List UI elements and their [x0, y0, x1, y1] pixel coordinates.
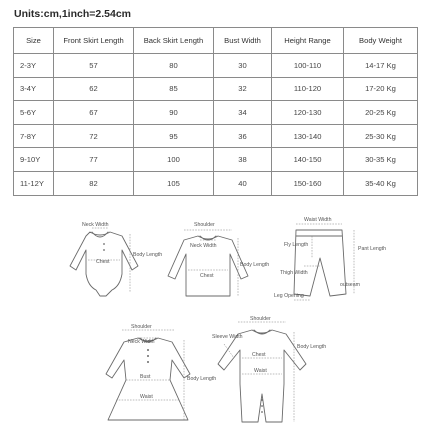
pants-drawing	[264, 214, 394, 309]
cell-size: 5-6Y	[14, 101, 54, 125]
table-row	[14, 54, 418, 78]
chest-label: Chest	[96, 259, 110, 265]
column-header-front-skirt-length: Front Skirt Length	[54, 28, 134, 54]
cell-body-weight: 14-17 Kg	[344, 54, 418, 78]
dress-drawing	[98, 320, 218, 430]
body-length-label: Body Length	[240, 262, 270, 268]
cell-size: 3-4Y	[14, 77, 54, 101]
cell-size: 11-12Y	[14, 171, 54, 195]
cell-bust-width: 36	[214, 124, 272, 148]
cell-height-range: 140-150	[272, 148, 344, 172]
column-header-height-range: Height Range	[272, 28, 344, 54]
neck-width-label: Neck Width	[128, 339, 155, 345]
size-chart-table	[13, 27, 418, 196]
cell-height-range: 120-130	[272, 101, 344, 125]
button-icon	[147, 355, 149, 357]
cell-size: 2-3Y	[14, 54, 54, 78]
sleeve-width-guide	[224, 344, 234, 358]
cell-bust-width: 34	[214, 101, 272, 125]
button-icon	[147, 361, 149, 363]
cell-front-skirt-length: 62	[54, 77, 134, 101]
pants-outline	[294, 230, 346, 296]
column-header-body-weight: Body Weight	[344, 28, 418, 54]
button-icon	[147, 349, 149, 351]
cell-back-skirt-length: 85	[134, 77, 214, 101]
cell-back-skirt-length: 105	[134, 171, 214, 195]
cell-front-skirt-length: 67	[54, 101, 134, 125]
cell-bust-width: 30	[214, 54, 272, 78]
cell-body-weight: 25-30 Kg	[344, 124, 418, 148]
cell-bust-width: 40	[214, 171, 272, 195]
snap-icon	[261, 399, 263, 401]
table-header-row	[14, 28, 418, 54]
waist-width-label: Waist Width	[304, 217, 332, 223]
table-row	[14, 171, 418, 195]
pants-diagram	[264, 214, 394, 309]
romper-drawing	[212, 314, 332, 430]
cell-front-skirt-length: 82	[54, 171, 134, 195]
table-row	[14, 101, 418, 125]
neck-width-label: Neck Width	[190, 243, 217, 249]
bodysuit-collar	[92, 232, 108, 237]
cell-height-range: 150-160	[272, 171, 344, 195]
cell-bust-width: 38	[214, 148, 272, 172]
cell-size: 9-10Y	[14, 148, 54, 172]
cell-height-range: 100-110	[272, 54, 344, 78]
table-row	[14, 77, 418, 101]
chest-label: Chest	[252, 352, 266, 358]
fly-length-label: Fly Length	[284, 242, 309, 248]
waist-label: Waist	[254, 368, 267, 374]
body-length-label: Body Length	[297, 344, 327, 350]
column-header-size: Size	[14, 28, 54, 54]
body-length-label: Body Length	[133, 252, 163, 258]
bodysuit-drawing	[60, 214, 163, 304]
cell-front-skirt-length: 77	[54, 148, 134, 172]
romper-outline	[218, 330, 306, 422]
leg-opening-label: Leg Opening	[274, 293, 304, 299]
thigh-width-label: Thigh Width	[280, 270, 308, 276]
table-row	[14, 124, 418, 148]
cell-back-skirt-length: 95	[134, 124, 214, 148]
table-row	[14, 148, 418, 172]
waist-label: Waist	[140, 394, 153, 400]
cell-front-skirt-length: 57	[54, 54, 134, 78]
shirt-diagram	[172, 214, 270, 304]
column-header-bust-width: Bust Width	[214, 28, 272, 54]
snap-icon	[261, 411, 263, 413]
cell-back-skirt-length: 90	[134, 101, 214, 125]
cell-back-skirt-length: 100	[134, 148, 214, 172]
cell-back-skirt-length: 80	[134, 54, 214, 78]
outseam-label: outseam	[340, 282, 360, 288]
dress-diagram	[98, 320, 218, 430]
cell-size: 7-8Y	[14, 124, 54, 148]
units-note: Units:cm,1inch=2.54cm	[14, 8, 132, 20]
shoulder-label: Shoulder	[250, 316, 271, 322]
button-icon	[103, 249, 105, 251]
column-header-back-skirt-length: Back Skirt Length	[134, 28, 214, 54]
neck-width-label: Neck Width	[82, 222, 109, 228]
cell-height-range: 110-120	[272, 77, 344, 101]
cell-height-range: 130-140	[272, 124, 344, 148]
cell-body-weight: 35-40 Kg	[344, 171, 418, 195]
cell-body-weight: 30-35 Kg	[344, 148, 418, 172]
body-length-label: Body Length	[187, 376, 217, 382]
cell-bust-width: 32	[214, 77, 272, 101]
sleeve-width-label: Sleeve Width	[212, 334, 243, 340]
bodysuit-diagram	[60, 214, 163, 304]
shirt-drawing	[172, 214, 270, 304]
shoulder-label: Shoulder	[194, 222, 215, 228]
pant-length-label: Pant Length	[358, 246, 386, 252]
cell-front-skirt-length: 72	[54, 124, 134, 148]
cell-body-weight: 20-25 Kg	[344, 101, 418, 125]
bust-label: Bust	[140, 374, 151, 380]
snap-icon	[261, 405, 263, 407]
cell-body-weight: 17-20 Kg	[344, 77, 418, 101]
shoulder-label: Shoulder	[131, 324, 152, 330]
button-icon	[103, 243, 105, 245]
romper-diagram	[212, 314, 332, 430]
chest-label: Chest	[200, 273, 214, 279]
